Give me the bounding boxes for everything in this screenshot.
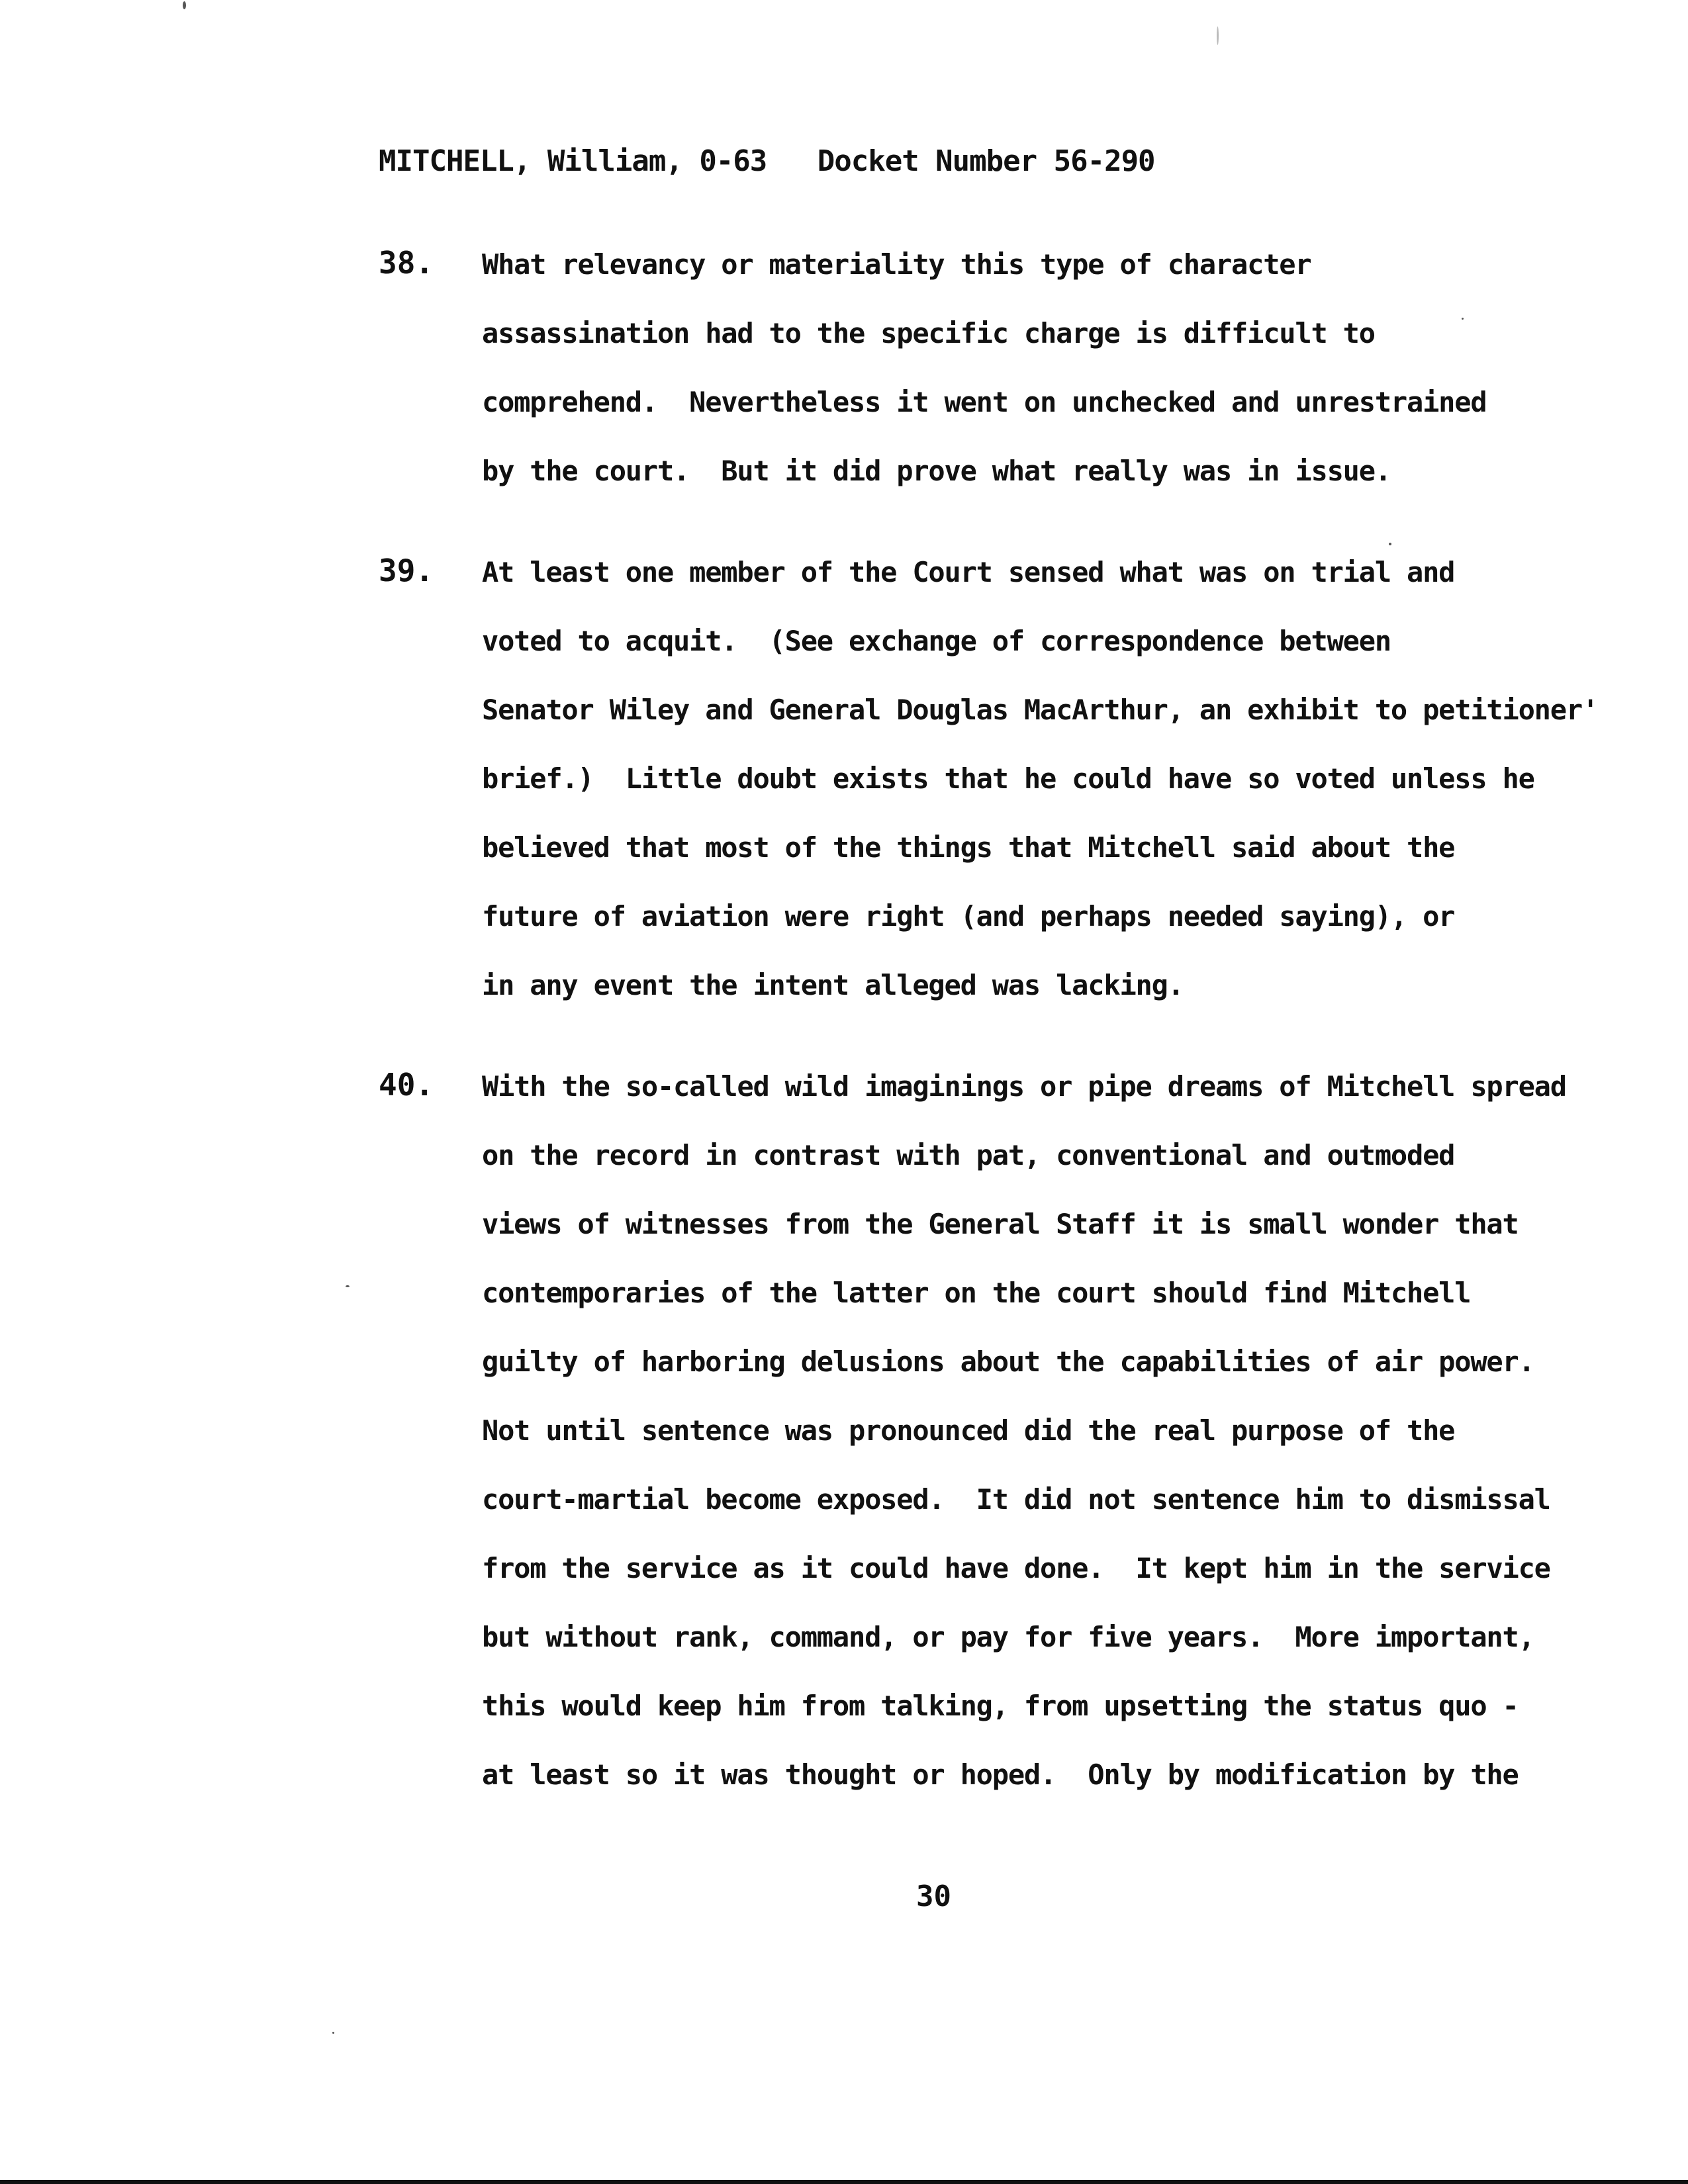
text-line: this would keep him from talking, from upsetting the status quo - — [482, 1690, 1519, 1722]
text-line: in any event the intent alleged was lacking. — [482, 969, 1184, 1001]
text-line: With the so-called wild imaginings or pipe dreams of Mitchell spread — [482, 1070, 1566, 1103]
text-line: guilty of harboring delusions about the capabilities of air power. — [482, 1345, 1534, 1378]
text-line: What relevancy or materiality this type of character — [482, 248, 1311, 281]
text-line: but without rank, command, or pay for five years. More important, — [482, 1621, 1534, 1653]
text-line: At least one member of the Court sensed what was on trial and — [482, 556, 1455, 588]
scan-speck — [1462, 318, 1464, 320]
text-line: by the court. But it did prove what really was in issue. — [482, 455, 1391, 487]
paragraph-number: 39. — [379, 553, 434, 588]
paragraph-body — [482, 1052, 1667, 1809]
text-line: comprehend. Nevertheless it went on unchecked and unrestrained — [482, 386, 1487, 418]
text-line: assassination had to the specific charge is difficult to — [482, 317, 1375, 349]
text-line: court-martial become exposed. It did not sentence him to dismissal — [482, 1483, 1550, 1516]
scan-speck — [332, 2032, 334, 2034]
text-line: brief.) Little doubt exists that he could have so voted unless he — [482, 762, 1534, 795]
scan-speck — [183, 1, 186, 9]
docket-header: MITCHELL, William, 0-63 Docket Number 56-290 — [379, 144, 1155, 178]
text-line: believed that most of the things that Mitchell said about the — [482, 831, 1455, 864]
page-number: 30 — [916, 1880, 951, 1913]
text-line: on the record in contrast with pat, conventional and outmoded — [482, 1139, 1455, 1171]
text-line: future of aviation were right (and perhaps needed saying), or — [482, 900, 1455, 933]
text-line: Senator Wiley and General Douglas MacArthur, an exhibit to petitioner' — [482, 694, 1599, 726]
paragraph-number: 40. — [379, 1067, 434, 1103]
paragraph-body — [482, 230, 1667, 506]
paragraph-body — [482, 538, 1667, 1020]
paragraph-number: 38. — [379, 245, 434, 281]
text-line: contemporaries of the latter on the court should find Mitchell — [482, 1277, 1471, 1309]
text-line: at least so it was thought or hoped. Only by modification by the — [482, 1758, 1519, 1791]
scan-speck — [346, 1285, 350, 1287]
scan-bottom-edge — [0, 2180, 1688, 2184]
text-line: views of witnesses from the General Staff it is small wonder that — [482, 1208, 1519, 1240]
text-line: voted to acquit. (See exchange of correspondence between — [482, 625, 1391, 657]
scan-speck — [1217, 26, 1219, 45]
scan-speck — [1389, 543, 1391, 545]
text-line: from the service as it could have done. It kept him in the service — [482, 1552, 1550, 1584]
text-line: Not until sentence was pronounced did the real purpose of the — [482, 1414, 1455, 1447]
